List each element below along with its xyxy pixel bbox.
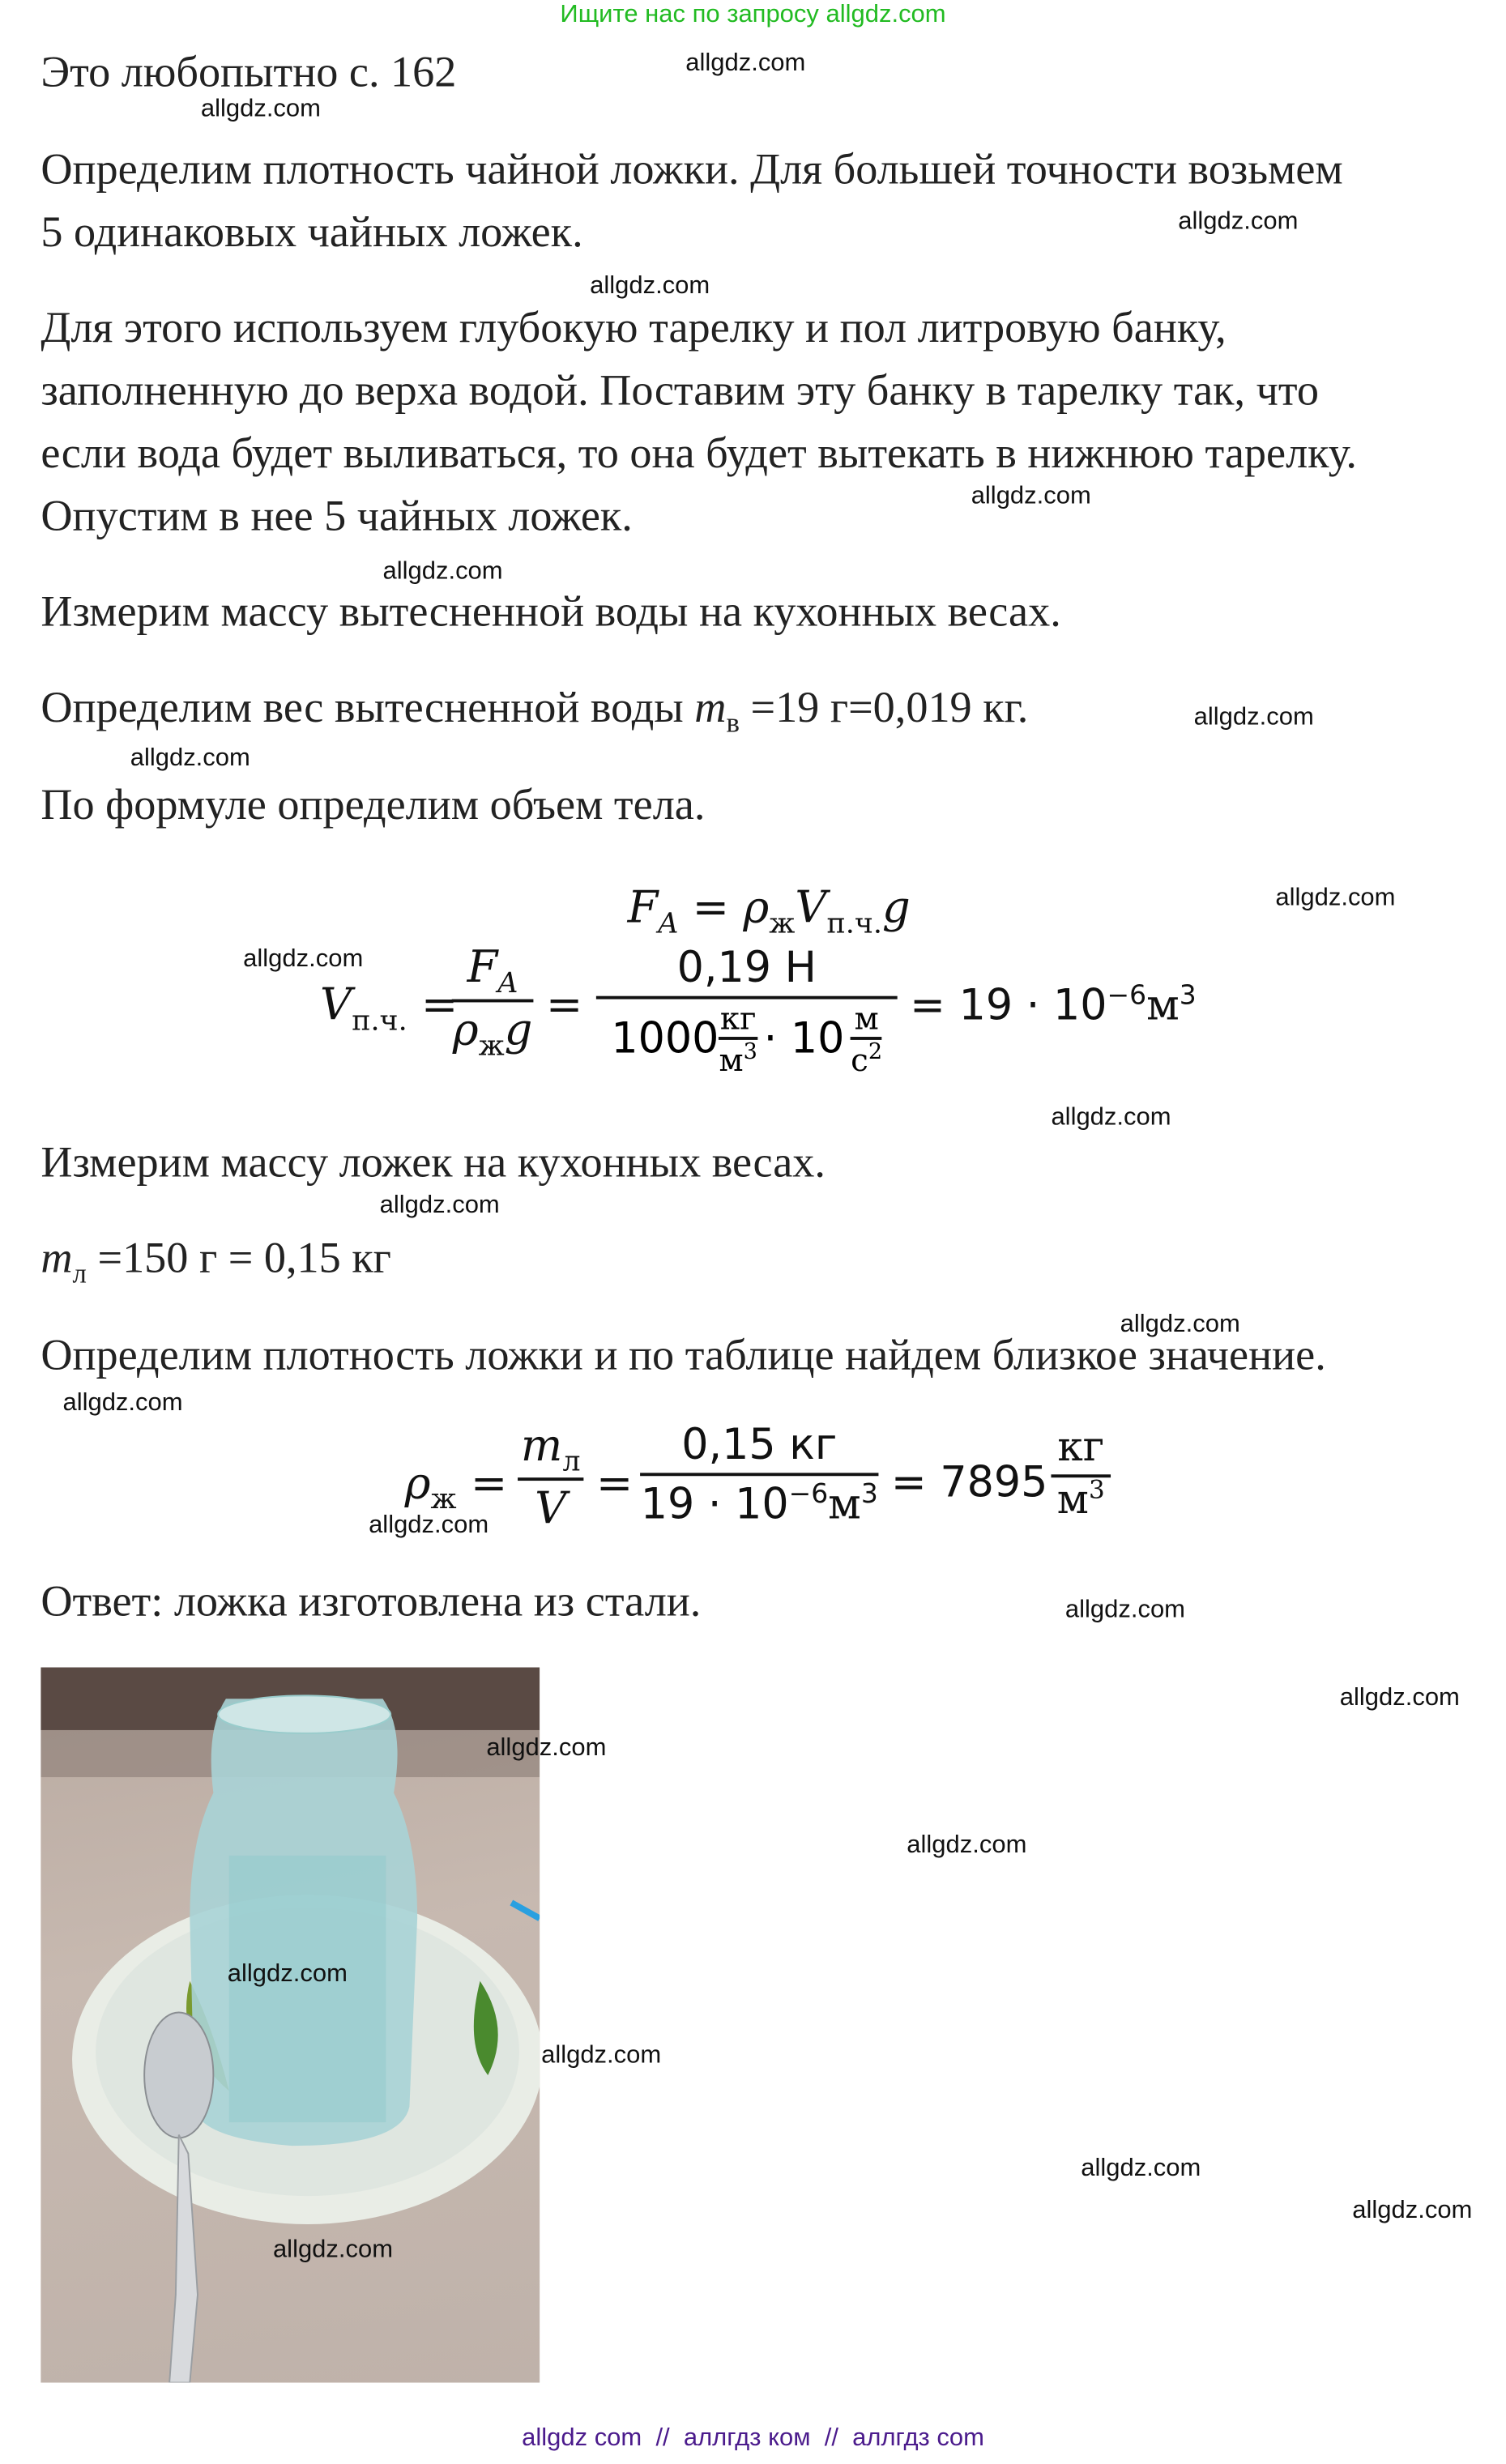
- watermark: allgdz.com: [486, 1734, 607, 1762]
- water: [229, 1856, 386, 2122]
- paragraph-line: Определим плотность ложки и по таблице найдем близкое значение.: [41, 1332, 1326, 1381]
- paragraph-line: заполненную до верха водой. Поставим эту банку в тарелку так, что: [41, 367, 1319, 416]
- den: [453, 1002, 533, 1061]
- sub: в: [726, 706, 740, 739]
- num: 0,19 Н: [676, 944, 817, 993]
- sub: п.ч.: [352, 1004, 407, 1038]
- lhs: $\rho_ж$ =: [404, 1457, 508, 1516]
- sub: л: [72, 1257, 87, 1290]
- answer-line: Ответ: ложка изготовлена из стали.: [41, 1578, 702, 1627]
- t: = 19 · 10: [910, 982, 1107, 1031]
- watermark: allgdz.com: [62, 1389, 183, 1417]
- watermark: allgdz.com: [1120, 1311, 1240, 1338]
- fraction: [640, 1421, 878, 1530]
- sub: п.ч.: [826, 907, 882, 941]
- unit: [719, 1000, 757, 1079]
- sub: A: [658, 907, 679, 941]
- den: [611, 1000, 882, 1079]
- paragraph-line: 5 одинаковых чайных ложек.: [41, 208, 583, 258]
- watermark: allgdz.com: [1081, 2155, 1201, 2182]
- sub: A: [497, 967, 518, 1000]
- t: м: [828, 1481, 861, 1530]
- t: 3: [860, 1479, 878, 1511]
- spoon-mass-line: [41, 1234, 391, 1290]
- sym: g: [881, 881, 911, 934]
- sub: ж: [769, 907, 796, 941]
- t: −6: [788, 1479, 829, 1511]
- sym: F: [627, 881, 659, 934]
- text: Определим вес вытесненной воды: [41, 684, 684, 733]
- watermark: allgdz.com: [541, 2042, 662, 2070]
- sub: л: [562, 1445, 581, 1479]
- sym: ρ: [404, 1457, 431, 1509]
- watermark: allgdz.com: [971, 483, 1091, 510]
- t: −6: [1107, 980, 1147, 1012]
- num-text: 1000: [611, 1014, 719, 1064]
- t: 3: [1179, 980, 1197, 1012]
- paragraph-line: Измерим массу вытесненной воды на кухонных весах.: [41, 588, 1061, 637]
- sym: ρ: [743, 881, 770, 934]
- lhs: $V_{п.ч.}$ =: [320, 978, 459, 1038]
- watermark: allgdz.com: [1352, 2198, 1473, 2224]
- spoon-bowl: [144, 2013, 213, 2138]
- watermark: allgdz.com: [1178, 208, 1299, 236]
- photo-illustration: [41, 1667, 540, 2382]
- paragraph-line: если вода будет выливаться, то она будет вытекать в нижнюю тарелку.: [41, 429, 1357, 479]
- sub: ж: [430, 1483, 457, 1516]
- unit: [851, 1000, 882, 1079]
- num: [520, 1419, 581, 1479]
- watermark: allgdz.com: [1051, 1104, 1171, 1132]
- watermark: allgdz.com: [685, 49, 806, 77]
- eq: =: [692, 881, 730, 934]
- watermark: allgdz.com: [130, 744, 250, 772]
- watermark: allgdz.com: [227, 1960, 348, 1988]
- value: =150 г = 0,15 кг: [97, 1234, 391, 1284]
- fraction: [452, 940, 534, 1063]
- watermark: allgdz.com: [590, 272, 710, 300]
- jar-rim: [218, 1695, 390, 1733]
- result: [910, 980, 1197, 1031]
- sym: ρ: [452, 1003, 479, 1055]
- watermark: allgdz.com: [1339, 1684, 1460, 1712]
- den: [1056, 1474, 1105, 1524]
- formula-archimedes: [627, 881, 911, 941]
- photo-jar-spoon: [41, 1667, 540, 2382]
- header-link[interactable]: Ищите нас по запросу allgdz.com: [560, 1, 946, 28]
- watermark: allgdz.com: [243, 945, 364, 973]
- den: [640, 1476, 878, 1530]
- t: 19 · 10: [640, 1481, 789, 1530]
- sym: V: [320, 978, 352, 1031]
- sym: g: [504, 1003, 533, 1055]
- num-text: · 10: [763, 1014, 845, 1064]
- result: = 7895: [890, 1458, 1048, 1507]
- sym: F: [467, 940, 498, 993]
- t: кг: [719, 999, 757, 1038]
- background-object: [511, 1903, 540, 1918]
- den: V: [535, 1481, 567, 1534]
- num: 0,15 кг: [681, 1421, 838, 1470]
- paragraph-line: Опустим в нее 5 чайных ложек.: [41, 492, 633, 542]
- watermark: allgdz.com: [1064, 1596, 1185, 1624]
- watermark: allgdz.com: [369, 1511, 489, 1539]
- watermark: allgdz.com: [1275, 885, 1396, 912]
- paragraph-line: По формуле определим объем тела.: [41, 781, 706, 830]
- t: 2: [868, 1039, 883, 1065]
- watermark: allgdz.com: [382, 558, 503, 586]
- water-mass-line: [41, 684, 1029, 739]
- t: м: [854, 999, 879, 1038]
- symbol: m: [41, 1234, 73, 1284]
- footer-links[interactable]: allgdz com // аллгдз ком // аллгдз com: [522, 2424, 984, 2452]
- t: м: [1146, 982, 1180, 1031]
- t: м: [1056, 1477, 1089, 1524]
- watermark: allgdz.com: [200, 96, 321, 123]
- t: 3: [1088, 1474, 1105, 1505]
- sym: m: [520, 1419, 563, 1472]
- unit-fraction: [1051, 1424, 1111, 1524]
- sym: V: [795, 881, 827, 934]
- eq: =: [595, 1457, 634, 1509]
- paragraph-line: Измерим массу ложек на кухонных весах.: [41, 1138, 826, 1187]
- symbol: m: [694, 684, 727, 733]
- page-title: Это любопытно с. 162: [41, 49, 457, 98]
- num: кг: [1057, 1424, 1105, 1472]
- watermark: allgdz.com: [379, 1192, 500, 1219]
- fraction: [518, 1419, 583, 1534]
- value: =19 г=0,019 кг.: [750, 684, 1029, 733]
- fraction: [596, 944, 898, 1079]
- watermark: allgdz.com: [1193, 704, 1314, 731]
- watermark: allgdz.com: [907, 1831, 1027, 1859]
- t: 3: [743, 1039, 757, 1065]
- sub: ж: [478, 1029, 505, 1063]
- paragraph-line: Для этого используем глубокую тарелку и пол литровую банку,: [41, 304, 1227, 353]
- paragraph-line: Определим плотность чайной ложки. Для большей точности возьмем: [41, 146, 1343, 195]
- watermark: allgdz.com: [272, 2236, 394, 2264]
- t: м: [719, 1041, 744, 1079]
- t: с: [851, 1041, 868, 1079]
- eq: =: [545, 978, 583, 1031]
- num: [467, 940, 518, 1000]
